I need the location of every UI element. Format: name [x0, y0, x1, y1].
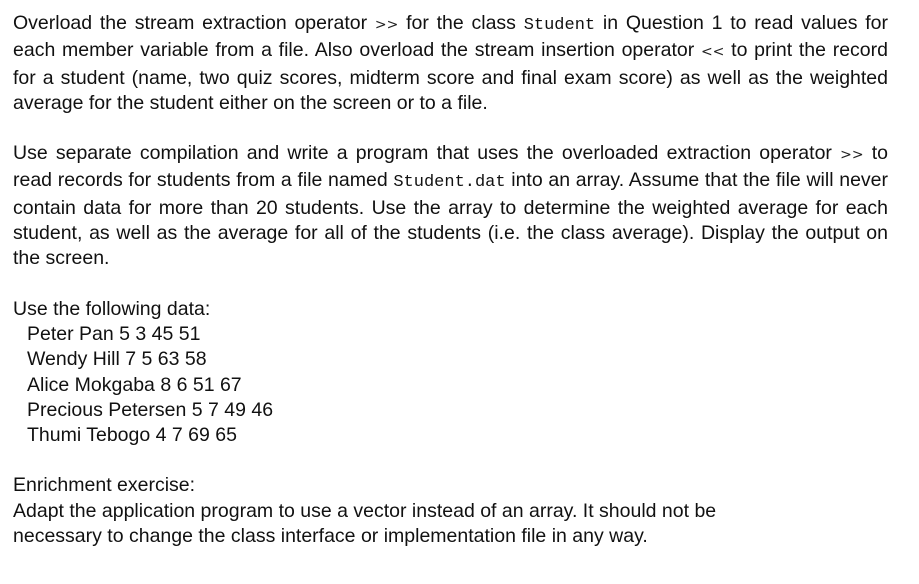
- student-record: Peter Pan 5 3 45 51: [27, 322, 201, 345]
- paragraph2-text-3: into an array. Assume that the file will never contain data for more than 20 students. Use the array to determine the weighted average for each student, as well as the average for all of the students (i.e. the class average). Display the output on the screen.: [13, 169, 888, 270]
- insertion-operator-symbol: <<: [700, 44, 725, 61]
- paragraph-spacer: [13, 448, 888, 473]
- question-document: [13, 11, 888, 549]
- class-name-code: Student: [523, 16, 596, 35]
- paragraph-spacer: [13, 272, 888, 297]
- paragraph2-text-2: to read records for students from a file named: [13, 142, 888, 192]
- extraction-operator-symbol: >>: [840, 147, 864, 164]
- paragraph1-text-4: to print the record for a student (name, two quiz scores, midterm score and final exam score) as well as the weighted average for the student either on the screen or to a file.: [13, 39, 888, 114]
- student-record: Precious Petersen 5 7 49 46: [27, 398, 274, 421]
- paragraph1-text-1: Overload the stream extraction operator: [13, 12, 375, 34]
- data-heading: Use the following data:: [13, 297, 211, 320]
- enrichment-heading: Enrichment exercise:: [13, 474, 196, 497]
- file-name-code: Student.dat: [393, 173, 506, 193]
- enrichment-line-1: Adapt the application program to use a vector instead of an array. It should not be: [13, 499, 717, 522]
- student-record: Alice Mokgaba 8 6 51 67: [27, 373, 242, 396]
- paragraph-spacer: [13, 116, 888, 141]
- paragraph-overload-operators: [13, 11, 888, 116]
- paragraph1-text-2: for the class: [398, 12, 524, 34]
- extraction-operator-symbol: >>: [374, 17, 399, 33]
- paragraph1-text-3: in Question 1 to read values for each member variable from a file. Also overload the stream insertion operator: [13, 12, 888, 62]
- student-data-list: [13, 322, 888, 448]
- student-record: Thumi Tebogo 4 7 69 65: [27, 424, 237, 447]
- student-record: Wendy Hill 7 5 63 58: [27, 348, 207, 371]
- paragraph-separate-compilation: [13, 141, 888, 271]
- paragraph2-text-1: Use separate compilation and write a program that uses the overloaded extraction operator: [13, 142, 841, 165]
- enrichment-line-2: necessary to change the class interface or implementation file in any way.: [13, 525, 648, 548]
